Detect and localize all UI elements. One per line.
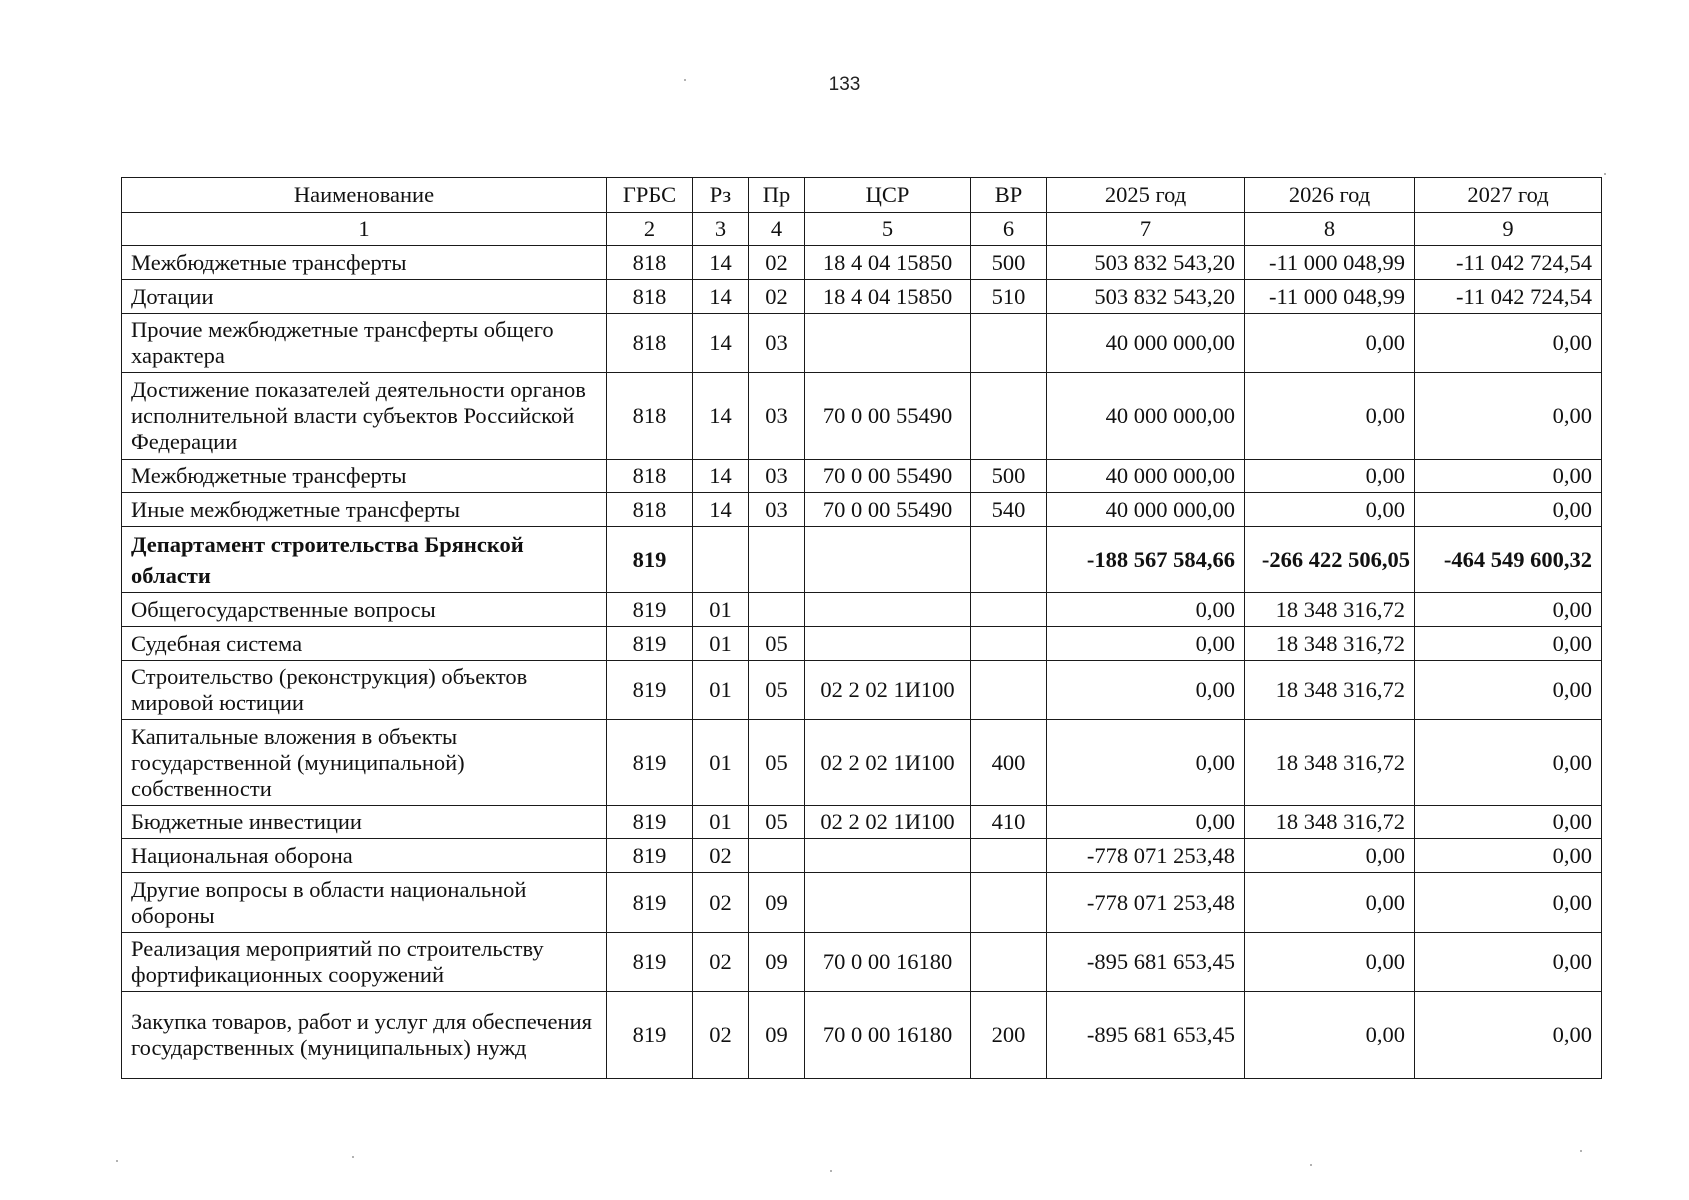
cell-vr bbox=[971, 373, 1047, 460]
cell-pr bbox=[749, 839, 805, 873]
cell-rz: 02 bbox=[693, 933, 749, 992]
cell-2026: 0,00 bbox=[1245, 373, 1415, 460]
cell-rz: 02 bbox=[693, 992, 749, 1079]
cell-2025: -895 681 653,45 bbox=[1047, 933, 1245, 992]
cell-2025: 0,00 bbox=[1047, 593, 1245, 627]
cell-2025: 40 000 000,00 bbox=[1047, 460, 1245, 493]
cell-2026: 0,00 bbox=[1245, 933, 1415, 992]
cell-csr bbox=[805, 873, 971, 933]
col-number: 7 bbox=[1047, 213, 1245, 246]
cell-2026: 0,00 bbox=[1245, 873, 1415, 933]
col-number: 8 bbox=[1245, 213, 1415, 246]
table-row bbox=[122, 873, 1602, 933]
scan-speck bbox=[352, 1156, 354, 1158]
cell-rz bbox=[693, 527, 749, 593]
cell-vr bbox=[971, 314, 1047, 373]
cell-grbs: 818 bbox=[607, 460, 693, 493]
cell-rz: 01 bbox=[693, 806, 749, 839]
cell-csr: 70 0 00 55490 bbox=[805, 373, 971, 460]
cell-name: Достижение показателей деятельности органов исполнительной власти субъектов Российской Федерации bbox=[122, 373, 607, 460]
table-row bbox=[122, 373, 1602, 460]
cell-pr: 09 bbox=[749, 873, 805, 933]
table-row bbox=[122, 992, 1602, 1079]
col-number: 3 bbox=[693, 213, 749, 246]
cell-name: Иные межбюджетные трансферты bbox=[122, 493, 607, 527]
cell-pr: 03 bbox=[749, 493, 805, 527]
table-row bbox=[122, 593, 1602, 627]
col-number: 5 bbox=[805, 213, 971, 246]
col-header-2026: 2026 год bbox=[1245, 178, 1415, 213]
budget-table bbox=[121, 177, 1602, 1079]
cell-grbs: 818 bbox=[607, 314, 693, 373]
cell-2027: 0,00 bbox=[1415, 873, 1602, 933]
cell-2027: 0,00 bbox=[1415, 806, 1602, 839]
cell-vr: 510 bbox=[971, 280, 1047, 314]
cell-pr: 02 bbox=[749, 246, 805, 280]
cell-grbs: 818 bbox=[607, 246, 693, 280]
cell-csr: 02 2 02 1И100 bbox=[805, 661, 971, 720]
col-header-rz: Рз bbox=[693, 178, 749, 213]
cell-name: Межбюджетные трансферты bbox=[122, 460, 607, 493]
cell-2026: -11 000 048,99 bbox=[1245, 280, 1415, 314]
col-number: 4 bbox=[749, 213, 805, 246]
cell-grbs: 819 bbox=[607, 661, 693, 720]
cell-rz: 14 bbox=[693, 373, 749, 460]
cell-vr: 400 bbox=[971, 720, 1047, 806]
scan-speck bbox=[1604, 173, 1606, 175]
table-row bbox=[122, 280, 1602, 314]
cell-2026: 18 348 316,72 bbox=[1245, 806, 1415, 839]
cell-2026: 0,00 bbox=[1245, 839, 1415, 873]
cell-2027: -11 042 724,54 bbox=[1415, 246, 1602, 280]
cell-rz: 01 bbox=[693, 627, 749, 661]
cell-grbs: 818 bbox=[607, 373, 693, 460]
col-header-pr: Пр bbox=[749, 178, 805, 213]
cell-2026: 18 348 316,72 bbox=[1245, 593, 1415, 627]
cell-2026: 0,00 bbox=[1245, 314, 1415, 373]
cell-grbs: 819 bbox=[607, 593, 693, 627]
scan-speck bbox=[1580, 1150, 1582, 1152]
cell-vr bbox=[971, 873, 1047, 933]
cell-csr: 02 2 02 1И100 bbox=[805, 720, 971, 806]
table-row bbox=[122, 493, 1602, 527]
page-number: 133 bbox=[828, 74, 861, 95]
cell-2025: -778 071 253,48 bbox=[1047, 873, 1245, 933]
cell-rz: 14 bbox=[693, 460, 749, 493]
table-row bbox=[122, 806, 1602, 839]
cell-2025: 0,00 bbox=[1047, 627, 1245, 661]
cell-pr: 03 bbox=[749, 314, 805, 373]
cell-2027: 0,00 bbox=[1415, 720, 1602, 806]
scan-speck bbox=[830, 1170, 832, 1172]
col-header-2025: 2025 год bbox=[1047, 178, 1245, 213]
cell-2026: 0,00 bbox=[1245, 460, 1415, 493]
cell-grbs: 819 bbox=[607, 839, 693, 873]
table-row bbox=[122, 933, 1602, 992]
cell-name: Судебная система bbox=[122, 627, 607, 661]
cell-grbs: 818 bbox=[607, 280, 693, 314]
cell-2027: 0,00 bbox=[1415, 373, 1602, 460]
cell-grbs: 819 bbox=[607, 873, 693, 933]
cell-pr: 05 bbox=[749, 720, 805, 806]
table-row bbox=[122, 661, 1602, 720]
cell-rz: 14 bbox=[693, 314, 749, 373]
cell-2025: 40 000 000,00 bbox=[1047, 314, 1245, 373]
cell-vr bbox=[971, 933, 1047, 992]
scan-speck bbox=[116, 1160, 118, 1162]
cell-vr bbox=[971, 661, 1047, 720]
cell-2027: 0,00 bbox=[1415, 493, 1602, 527]
cell-vr bbox=[971, 593, 1047, 627]
cell-csr: 70 0 00 55490 bbox=[805, 493, 971, 527]
cell-vr: 540 bbox=[971, 493, 1047, 527]
cell-csr bbox=[805, 839, 971, 873]
cell-vr bbox=[971, 627, 1047, 661]
cell-2026: -266 422 506,05 bbox=[1245, 527, 1415, 593]
cell-grbs: 819 bbox=[607, 627, 693, 661]
cell-2025: 0,00 bbox=[1047, 806, 1245, 839]
cell-rz: 02 bbox=[693, 839, 749, 873]
scan-speck bbox=[684, 79, 686, 81]
cell-csr: 18 4 04 15850 bbox=[805, 280, 971, 314]
table-row bbox=[122, 314, 1602, 373]
cell-csr: 70 0 00 55490 bbox=[805, 460, 971, 493]
cell-rz: 01 bbox=[693, 593, 749, 627]
cell-csr: 18 4 04 15850 bbox=[805, 246, 971, 280]
cell-pr bbox=[749, 527, 805, 593]
cell-grbs: 819 bbox=[607, 806, 693, 839]
cell-2026: 18 348 316,72 bbox=[1245, 627, 1415, 661]
cell-name: Бюджетные инвестиции bbox=[122, 806, 607, 839]
cell-vr: 200 bbox=[971, 992, 1047, 1079]
cell-2025: -895 681 653,45 bbox=[1047, 992, 1245, 1079]
cell-2025: 503 832 543,20 bbox=[1047, 246, 1245, 280]
cell-2025: -778 071 253,48 bbox=[1047, 839, 1245, 873]
col-number: 9 bbox=[1415, 213, 1602, 246]
cell-vr bbox=[971, 839, 1047, 873]
cell-2027: 0,00 bbox=[1415, 992, 1602, 1079]
cell-rz: 14 bbox=[693, 493, 749, 527]
cell-2027: 0,00 bbox=[1415, 593, 1602, 627]
column-number-row bbox=[122, 213, 1602, 246]
cell-name: Межбюджетные трансферты bbox=[122, 246, 607, 280]
cell-pr: 03 bbox=[749, 460, 805, 493]
col-header-name: Наименование bbox=[122, 178, 607, 213]
cell-grbs: 819 bbox=[607, 527, 693, 593]
cell-name: Департамент строительства Брянской области bbox=[122, 527, 607, 593]
cell-rz: 01 bbox=[693, 720, 749, 806]
cell-2027: 0,00 bbox=[1415, 314, 1602, 373]
cell-name: Национальная оборона bbox=[122, 839, 607, 873]
cell-pr: 03 bbox=[749, 373, 805, 460]
col-number: 1 bbox=[122, 213, 607, 246]
cell-2025: 40 000 000,00 bbox=[1047, 373, 1245, 460]
header-row bbox=[122, 178, 1602, 213]
col-header-2027: 2027 год bbox=[1415, 178, 1602, 213]
cell-2025: -188 567 584,66 bbox=[1047, 527, 1245, 593]
table-row-department bbox=[122, 527, 1602, 593]
table-row bbox=[122, 720, 1602, 806]
col-header-csr: ЦСР bbox=[805, 178, 971, 213]
cell-csr: 02 2 02 1И100 bbox=[805, 806, 971, 839]
cell-2027: 0,00 bbox=[1415, 627, 1602, 661]
cell-csr bbox=[805, 314, 971, 373]
cell-csr bbox=[805, 527, 971, 593]
cell-vr bbox=[971, 527, 1047, 593]
col-header-vr: ВР bbox=[971, 178, 1047, 213]
cell-rz: 02 bbox=[693, 873, 749, 933]
cell-rz: 14 bbox=[693, 280, 749, 314]
cell-grbs: 819 bbox=[607, 992, 693, 1079]
cell-name: Закупка товаров, работ и услуг для обеспечения государственных (муниципальных) нужд bbox=[122, 992, 607, 1079]
cell-csr bbox=[805, 593, 971, 627]
cell-pr: 02 bbox=[749, 280, 805, 314]
col-header-grbs: ГРБС bbox=[607, 178, 693, 213]
cell-pr: 05 bbox=[749, 661, 805, 720]
cell-name: Общегосударственные вопросы bbox=[122, 593, 607, 627]
table-row bbox=[122, 839, 1602, 873]
table-row bbox=[122, 460, 1602, 493]
cell-name: Реализация мероприятий по строительству фортификационных сооружений bbox=[122, 933, 607, 992]
cell-2027: 0,00 bbox=[1415, 933, 1602, 992]
cell-2025: 40 000 000,00 bbox=[1047, 493, 1245, 527]
cell-pr: 09 bbox=[749, 992, 805, 1079]
cell-vr: 500 bbox=[971, 460, 1047, 493]
col-number: 2 bbox=[607, 213, 693, 246]
cell-pr: 05 bbox=[749, 627, 805, 661]
cell-name: Строительство (реконструкция) объектов мировой юстиции bbox=[122, 661, 607, 720]
cell-name: Дотации bbox=[122, 280, 607, 314]
cell-grbs: 819 bbox=[607, 933, 693, 992]
cell-2026: 18 348 316,72 bbox=[1245, 661, 1415, 720]
cell-grbs: 818 bbox=[607, 493, 693, 527]
cell-2026: 0,00 bbox=[1245, 992, 1415, 1079]
cell-2027: -464 549 600,32 bbox=[1415, 527, 1602, 593]
cell-pr bbox=[749, 593, 805, 627]
cell-vr: 500 bbox=[971, 246, 1047, 280]
table-row bbox=[122, 246, 1602, 280]
cell-2027: 0,00 bbox=[1415, 839, 1602, 873]
cell-2026: 0,00 bbox=[1245, 493, 1415, 527]
cell-name: Прочие межбюджетные трансферты общего характера bbox=[122, 314, 607, 373]
scan-speck bbox=[1310, 1164, 1312, 1166]
cell-vr: 410 bbox=[971, 806, 1047, 839]
cell-2027: 0,00 bbox=[1415, 661, 1602, 720]
cell-rz: 01 bbox=[693, 661, 749, 720]
cell-pr: 09 bbox=[749, 933, 805, 992]
cell-2027: 0,00 bbox=[1415, 460, 1602, 493]
cell-rz: 14 bbox=[693, 246, 749, 280]
cell-2025: 0,00 bbox=[1047, 720, 1245, 806]
cell-2025: 503 832 543,20 bbox=[1047, 280, 1245, 314]
cell-name: Другие вопросы в области национальной обороны bbox=[122, 873, 607, 933]
col-number: 6 bbox=[971, 213, 1047, 246]
cell-name: Капитальные вложения в объекты государственной (муниципальной) собственности bbox=[122, 720, 607, 806]
cell-2027: -11 042 724,54 bbox=[1415, 280, 1602, 314]
table-row bbox=[122, 627, 1602, 661]
cell-2025: 0,00 bbox=[1047, 661, 1245, 720]
cell-csr: 70 0 00 16180 bbox=[805, 992, 971, 1079]
cell-pr: 05 bbox=[749, 806, 805, 839]
cell-2026: 18 348 316,72 bbox=[1245, 720, 1415, 806]
cell-grbs: 819 bbox=[607, 720, 693, 806]
cell-csr: 70 0 00 16180 bbox=[805, 933, 971, 992]
cell-csr bbox=[805, 627, 971, 661]
cell-2026: -11 000 048,99 bbox=[1245, 246, 1415, 280]
